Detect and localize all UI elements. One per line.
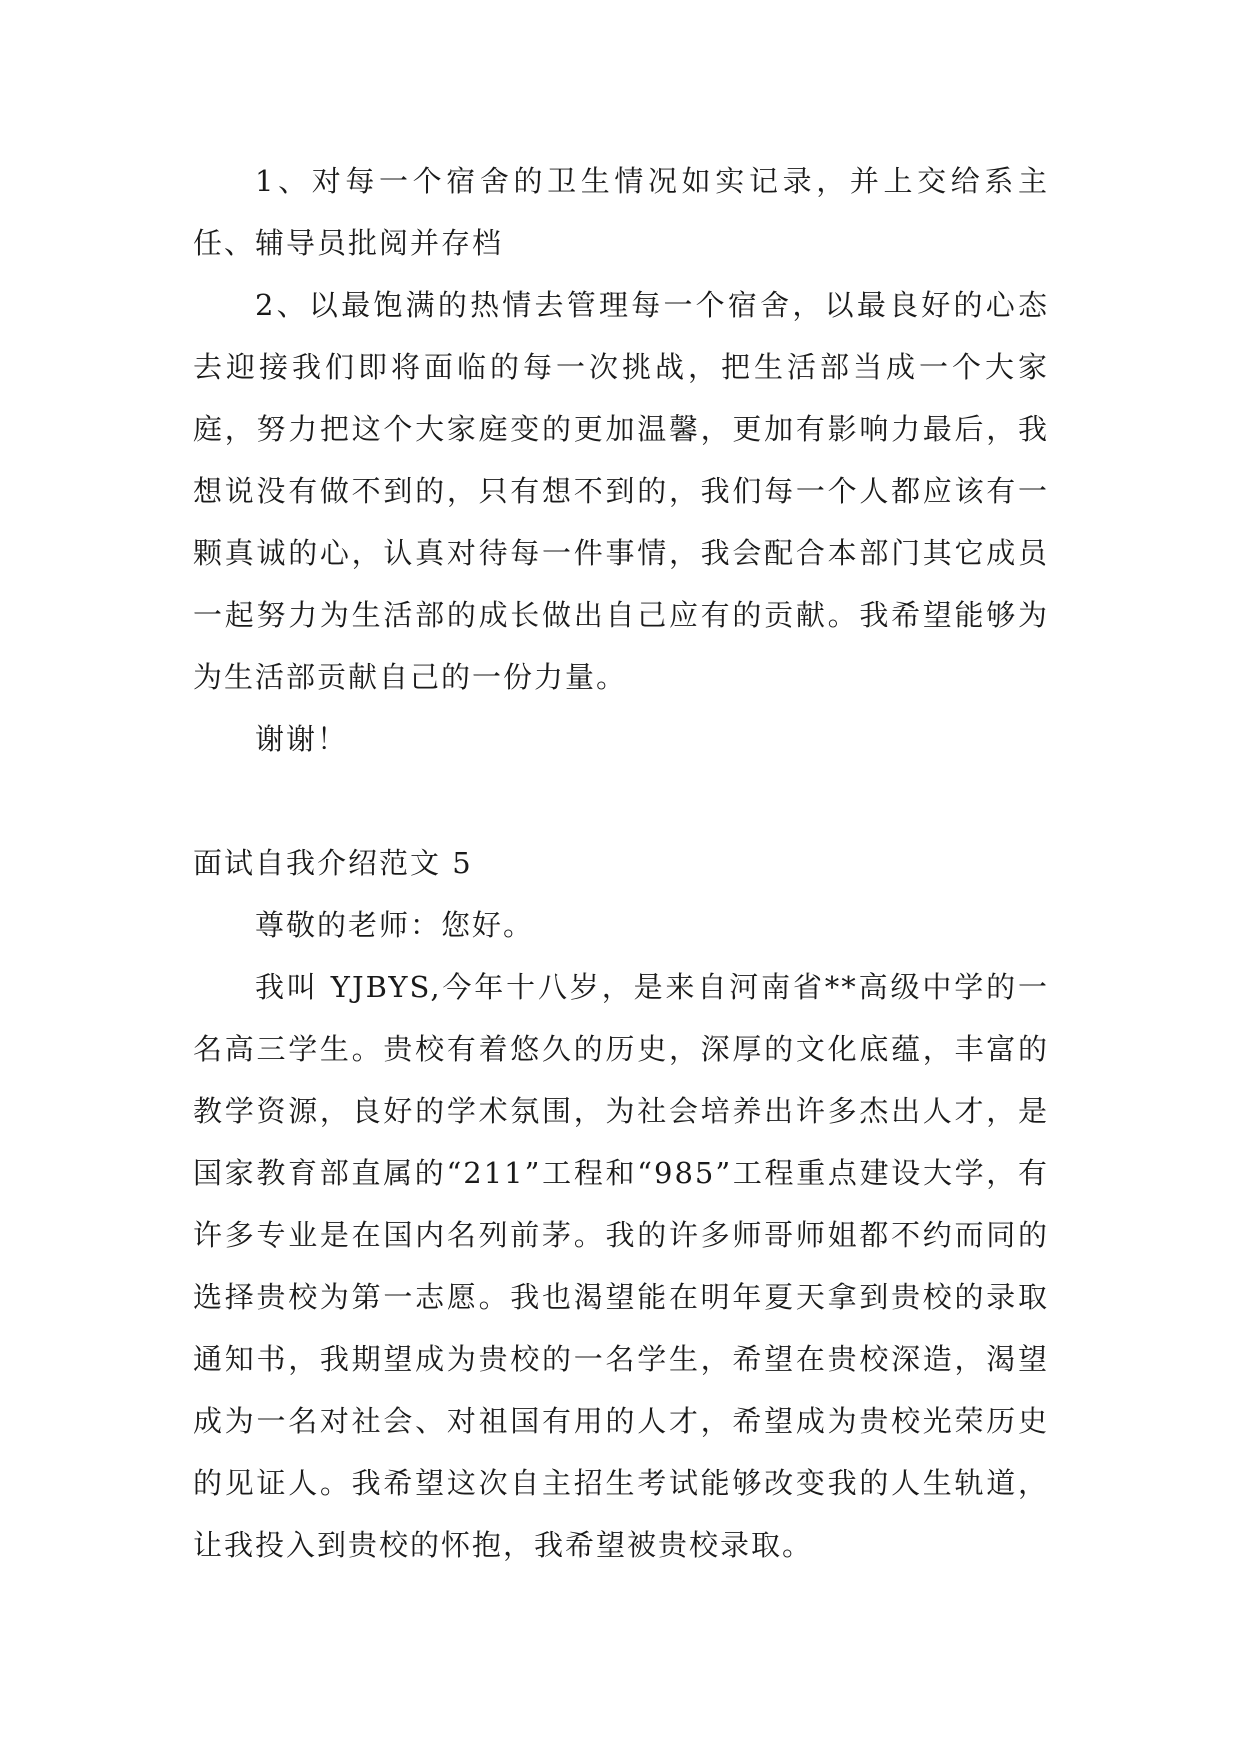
document-page: [193, 150, 1049, 1576]
thanks-line: 谢谢！: [255, 722, 349, 756]
greeting-line: 尊敬的老师：您好。: [255, 908, 535, 942]
paragraph-item-2: 2、以最饱满的热情去管理每一个宿舍，以最良好的心态去迎接我们即将面临的每一次挑战，把生活部当成一个大家庭，努力把这个大家庭变的更加温馨，更加有影响力最后，我想说没有做不到的，只有想不到的，我们每一个人都应该有一颗真诚的心，认真对待每一件事情，我会配合本部门其它成员一起努力为生活部的成长做出自己应有的贡献。我希望能够为为生活部贡献自己的一份力量。: [193, 288, 1049, 694]
section-heading: 面试自我介绍范文 5: [193, 846, 473, 880]
section-spacer: [193, 770, 1049, 832]
body-paragraph: 我叫 YJBYS,今年十八岁，是来自河南省**高级中学的一名高三学生。贵校有着悠久的历史，深厚的文化底蕴，丰富的教学资源，良好的学术氛围，为社会培养出许多杰出人才，是国家教育部直属的“211”工程和“985”工程重点建设大学，有许多专业是在国内名列前茅。我的许多师哥师姐都不约而同的选择贵校为第一志愿。我也渴望能在明年夏天拿到贵校的录取通知书，我期望成为贵校的一名学生，希望在贵校深造，渴望成为一名对社会、对祖国有用的人才，希望成为贵校光荣历史的见证人。我希望这次自主招生考试能够改变我的人生轨道，让我投入到贵校的怀抱，我希望被贵校录取。: [193, 970, 1049, 1562]
paragraph-item-1: 1、对每一个宿舍的卫生情况如实记录，并上交给系主任、辅导员批阅并存档: [193, 164, 1049, 260]
